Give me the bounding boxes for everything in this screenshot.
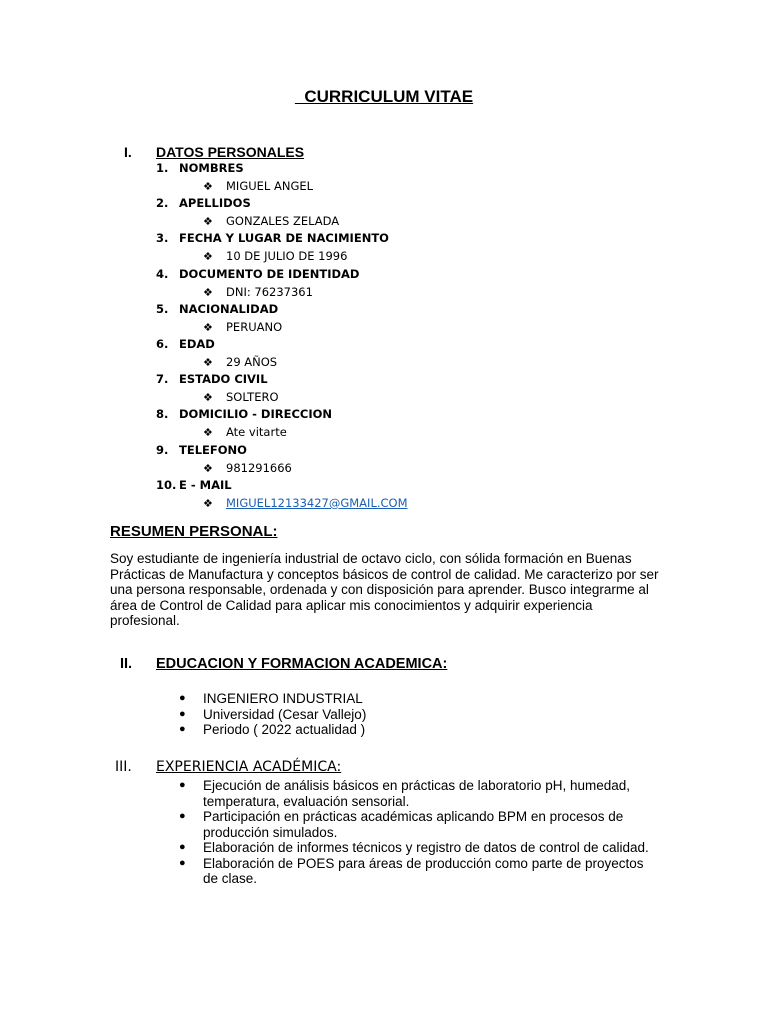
field-number: 1. (156, 161, 169, 175)
field-value: 29 AÑOS (226, 355, 278, 369)
field-number: 4. (156, 266, 169, 281)
email-link[interactable]: MIGUEL12133427@GMAIL.COM (226, 495, 408, 510)
field-value: GONZALES ZELADA (226, 214, 340, 229)
experience-item (179, 856, 659, 887)
field-number: 7. (156, 372, 169, 387)
resumen-title: RESUMEN PERSONAL: (110, 523, 278, 540)
list-item-text: Ejecución de análisis básicos en prácticas de laboratorio pH, humedad, temperatura, evaluación sensorial. (203, 778, 630, 809)
bullet-dot-icon: ● (179, 810, 186, 822)
field-label: DOCUMENTO DE IDENTIDAD (179, 266, 360, 281)
field-label: FECHA Y LUGAR DE NACIMIENTO (179, 231, 389, 246)
field-number: 3. (156, 231, 169, 246)
field-value: DNI: 76237361 (226, 284, 313, 299)
field-label: E - MAIL (179, 477, 232, 492)
experience-item (179, 778, 659, 809)
field-label: NACIONALIDAD (179, 301, 279, 316)
bullet-dot-icon: ● (179, 841, 186, 853)
field-value: 10 DE JULIO DE 1996 (226, 249, 348, 264)
education-list (179, 691, 679, 738)
experience-item (179, 809, 659, 840)
personal-field-label (156, 231, 389, 245)
education-item (179, 707, 679, 723)
section-3-number: III. (115, 759, 132, 775)
diamond-bullet-icon: ❖ (203, 215, 213, 229)
field-number: 2. (156, 196, 169, 211)
personal-field-label (156, 196, 251, 210)
field-number: 8. (156, 407, 169, 422)
bullet-dot-icon: ● (179, 856, 186, 869)
diamond-bullet-icon: ❖ (203, 356, 213, 369)
field-value: SOLTERO (226, 390, 279, 405)
field-label: TELEFONO (179, 442, 247, 457)
personal-field-label (156, 302, 278, 316)
personal-field-value (203, 249, 347, 263)
field-label: DOMICILIO - DIRECCION (179, 407, 333, 422)
education-item (179, 691, 679, 707)
diamond-bullet-icon: ❖ (203, 285, 213, 299)
field-number: 6. (156, 337, 169, 351)
field-number: 9. (156, 442, 169, 457)
field-label: NOMBRES (179, 161, 244, 175)
field-label: EDAD (179, 337, 215, 351)
bullet-dot-icon: ● (179, 707, 186, 720)
personal-field-label (156, 478, 232, 492)
list-item-text: Elaboración de POES para áreas de producción como parte de proyectos de clase. (203, 855, 644, 886)
personal-field-value (203, 285, 313, 299)
diamond-bullet-icon: ❖ (203, 496, 213, 510)
field-value: 981291666 (226, 460, 292, 475)
diamond-bullet-icon: ❖ (203, 461, 213, 475)
field-label: APELLIDOS (179, 196, 251, 211)
personal-field-label (156, 407, 332, 421)
diamond-bullet-icon: ❖ (203, 180, 213, 193)
experience-list (179, 778, 659, 887)
diamond-bullet-icon: ❖ (203, 426, 213, 440)
personal-field-value (203, 390, 279, 404)
list-item-text: Universidad (Cesar Vallejo) (203, 706, 367, 722)
personal-field-label (156, 267, 359, 281)
field-value: PERUANO (226, 319, 283, 334)
field-number: 5. (156, 301, 169, 316)
diamond-bullet-icon: ❖ (203, 320, 213, 334)
personal-field-label (156, 372, 268, 386)
diamond-bullet-icon: ❖ (203, 391, 213, 405)
page-title: CURRICULUM VITAE (294, 87, 474, 106)
field-label: ESTADO CIVIL (179, 372, 268, 387)
section-1-title: DATOS PERSONALES (156, 144, 305, 160)
bullet-dot-icon: ● (179, 692, 186, 704)
section-3-title: EXPERIENCIA ACADÉMICA: (156, 759, 342, 775)
bullet-dot-icon: ● (179, 779, 186, 791)
field-number: 10. (156, 477, 177, 492)
personal-field-label (156, 337, 215, 351)
field-value: MIGUEL ANGEL (226, 179, 314, 193)
personal-field-value (203, 461, 292, 475)
personal-field-value (203, 425, 287, 439)
list-item-text: Participación en prácticas académicas aplicando BPM en procesos de producción simulados. (203, 809, 624, 840)
bullet-dot-icon: ● (179, 723, 186, 735)
section-1-number: I. (124, 144, 132, 160)
list-item-text: Periodo ( 2022 actualidad ) (203, 722, 366, 737)
education-item (179, 722, 679, 738)
experience-item (179, 840, 659, 856)
personal-field-label (156, 443, 247, 457)
personal-field-value (203, 320, 282, 334)
personal-field-value (203, 355, 277, 369)
list-item-text: Elaboración de informes técnicos y registro de datos de control de calidad. (203, 840, 649, 855)
section-2-number: II. (120, 656, 133, 672)
personal-field-value (203, 179, 313, 193)
personal-field-label (156, 161, 244, 175)
personal-field-value (203, 214, 339, 228)
personal-field-value (203, 496, 408, 510)
field-value: Ate vitarte (226, 425, 287, 440)
diamond-bullet-icon: ❖ (203, 250, 213, 264)
resumen-paragraph: Soy estudiante de ingeniería industrial de octavo ciclo, con sólida formación en Buenas Prácticas de Manufactura y conceptos básicos de control de calidad. Me caracterizo por ser una persona responsable, ordenada y con disposición para aprender. Busco integrarme al área de Control de Calidad para aplicar mis conocimientos y adquirir experiencia profesional. (110, 551, 659, 628)
section-2-title: EDUCACION Y FORMACION ACADEMICA: (156, 656, 448, 672)
list-item-text: INGENIERO INDUSTRIAL (203, 691, 363, 706)
